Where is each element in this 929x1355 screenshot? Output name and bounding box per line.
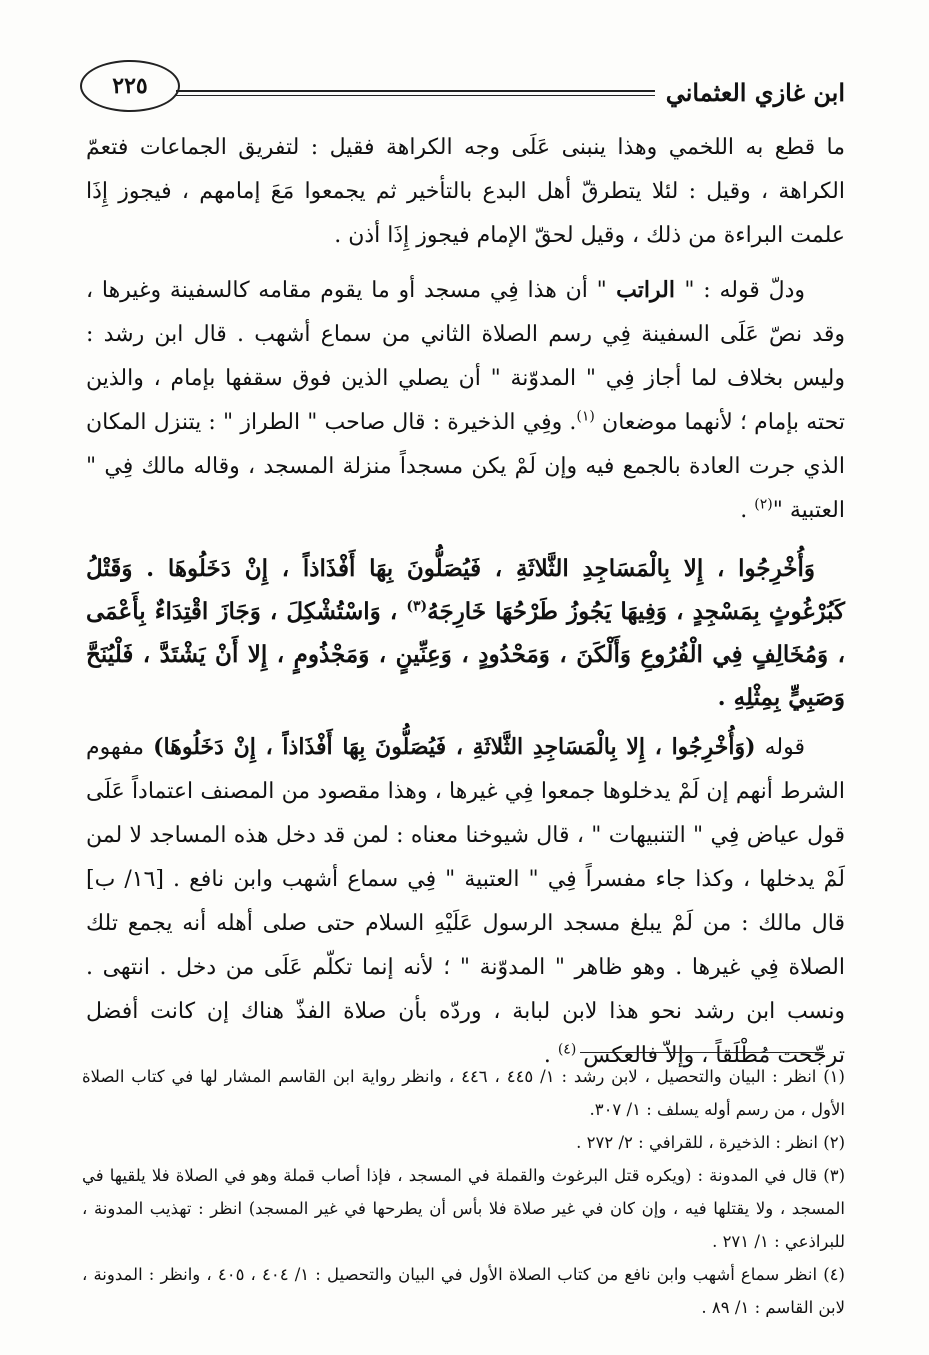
matn-paragraph bbox=[86, 547, 845, 719]
p2-text-b: . وفِي الذخيرة : قال صاحب " الطراز " : يتنزل المكان الذي جرت العادة بالجمع فيه وإن لَمْ يكن مسجداً منزلة المسجد ، وقاله مالك فِي " العتبية " bbox=[86, 410, 845, 523]
footnotes bbox=[82, 1060, 845, 1324]
paragraph-3 bbox=[86, 725, 845, 1078]
p3-text: مفهوم الشرط أنهم إن لَمْ يدخلوها جمعوا فِي غيرها ، وهذا مقصود من المصنف اعتماداً عَلَى قول عياض فِي " التنبيهات " ، قال شيوخنا معناه : لمن قد دخل هذه المساجد لا لمن لَمْ يدخلها ، وكذا جاء مفسراً فِي " العتبية " فِي سماع أشهب وابن نافع . [١٦/ ب] قال مالك : من لَمْ يبلغ مسجد الرسول عَلَيْهِ السلام حتى صلى أهله أنه يجمع تلك الصلاة فِي غيرها . وهو ظاهر " المدوّنة " ؛ لأنه إنما تكلّم عَلَى من دخل . انتهى . ونسب ابن رشد نحو هذا لابن لبابة ، وردّه بأن صلاة الفذّ هناك إن كانت أفضل ترجّحت مُطْلَقاً ، وإلاّ فالعكس bbox=[86, 735, 845, 1068]
page-number-oval bbox=[80, 60, 180, 112]
header-rule bbox=[176, 90, 655, 96]
p2-lead: ودلّ قوله : " bbox=[684, 278, 805, 303]
p2-end: . bbox=[740, 498, 755, 523]
footnote-ref-4[interactable]: (٤) bbox=[557, 1041, 577, 1058]
paragraph-2 bbox=[86, 268, 845, 533]
footnote-2: (٢) انظر : الذخيرة ، للقرافي : ٢/ ٢٧٢ . bbox=[576, 1133, 845, 1152]
footnote-ref-2[interactable]: (٢) bbox=[754, 496, 773, 513]
p2-keyword: الراتب bbox=[606, 277, 685, 303]
page-number: ٢٢٥ bbox=[112, 73, 148, 99]
running-title: ابن غازي العثماني bbox=[665, 78, 845, 107]
p3-end: . bbox=[543, 1043, 558, 1068]
p3-lead: قوله bbox=[755, 735, 805, 760]
matn-text-b: ، وَاسْتُشْكِلَ ، وَجَازَ اقْتِدَاءٌ بِأَعْمَى ، وَمُخَالِفٍ فِي الْفُرُوعِ وَأَلْكَنَ ، وَمَحْدُودٍ ، وَعِنِّينٍ ، وَمَجْذُومٍ ، إِلا أَنْ يَشْتَدَّ ، فَلْيُنَحَّ وَصَبِيٍّ بِمِثْلِهِ . bbox=[86, 598, 845, 711]
footnote-4: (٤) انظر سماع أشهب وابن نافع من كتاب الصلاة الأول في البيان والتحصيل : ١/ ٤٠٤ ، ٤٠٥ ، وانظر : المدونة ، لابن القاسم : ١/ ٨٩ . bbox=[82, 1265, 845, 1317]
footnote-ref-1[interactable]: (١) bbox=[576, 408, 595, 425]
footnote-1: (١) انظر : البيان والتحصيل ، لابن رشد : ١/ ٤٤٥ ، ٤٤٦ ، وانظر رواية ابن القاسم المشار لها في كتاب الصلاة الأول ، من رسم أوله يسلف : ١/ ٣٠٧. bbox=[82, 1067, 845, 1119]
matn-text-a: وَأُخْرِجُوا ، إِلا بِالْمَسَاجِدِ الثَّلاثَةِ ، فَيُصَلُّونَ بِهَا أَفْذَاذاً ، إِنْ دَخَلُوهَا . وَقَتْلُ كَبُرْغُوثٍ بِمَسْجِدٍ ، وَفِيهَا يَجُوزُ طَرْحُهَا خَارِجَهُ bbox=[86, 555, 845, 625]
p2-text-a: " أن هذا فِي مسجد أو ما يقوم مقامه كالسفينة وغيرها ، وقد نصّ عَلَى السفينة فِي رسم الصلاة الثاني من سماع أشهب . قال ابن رشد : وليس بخلاف لما أجاز فِي " المدوّنة " أن يصلي الذين فوق سقفها بإمام ، والذين تحته بإمام ؛ لأنهما موضعان bbox=[86, 278, 845, 435]
page-header bbox=[80, 60, 845, 124]
footnote-ref-3[interactable]: (٣) bbox=[406, 598, 428, 615]
footnote-3: (٣) قال في المدونة : (ويكره قتل البرغوث والقملة في المسجد ، فإذا أصاب قملة وهو في الصلاة فلا يلقيها في المسجد ، ولا يقتلها فيه ، وإن كان في غير صلاة فلا بأس أن يطرحها في غير المسجد) انظر : تهذيب المدونة ، للبراذعي : ١/ ٢٧١ . bbox=[82, 1166, 845, 1251]
p3-quote: (وَأُخْرِجُوا ، إِلا بِالْمَسَاجِدِ الثَّلاثَةِ ، فَيُصَلُّونَ بِهَا أَفْذَاذاً ، إِنْ دَخَلُوهَا) bbox=[153, 734, 756, 760]
paragraph-1: ما قطع به اللخمي وهذا ينبنى عَلَى وجه الكراهة فقيل : لتفريق الجماعات فتعمّ الكراهة ، وقيل : لئلا يتطرقّ أهل البدع بالتأخير ثم يجمعوا مَعَ إمامهم ، فيجوز إِذَا علمت البراءة من ذلك ، وقيل لحقّ الإمام فيجوز إِذَا أذن . bbox=[86, 135, 845, 248]
main-text bbox=[86, 126, 845, 1088]
footnote-separator bbox=[580, 1052, 824, 1053]
